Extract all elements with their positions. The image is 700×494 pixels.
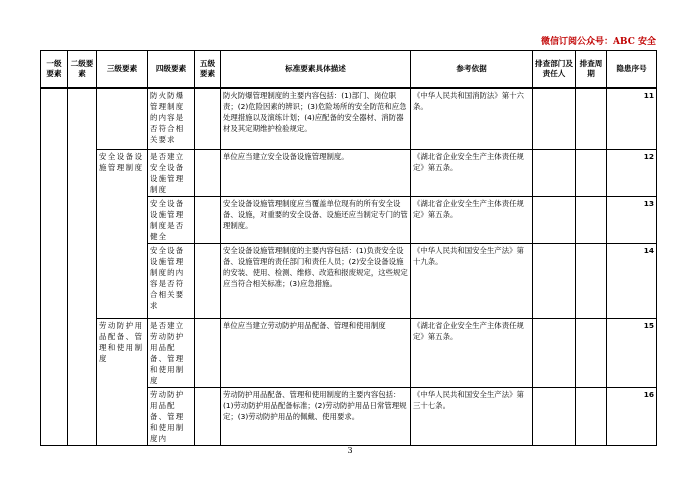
cycle-cell bbox=[576, 88, 607, 150]
description-cell: 安全设备设施管理制度应当覆盖单位现有的所有安全设备、设施，对重要的安全设备、设施还应当制定专门的管理制度。 bbox=[221, 197, 411, 244]
table-row bbox=[41, 150, 657, 197]
table-header-row bbox=[41, 51, 657, 88]
header-level5: 五级要素 bbox=[195, 51, 221, 88]
header-dept: 排查部门及责任人 bbox=[533, 51, 576, 88]
serial-cell: 15 bbox=[607, 319, 657, 388]
table-row bbox=[41, 88, 657, 150]
dept-cell bbox=[533, 319, 576, 388]
dept-cell bbox=[533, 197, 576, 244]
serial-cell: 11 bbox=[607, 88, 657, 150]
watermark-text: 微信订阅公众号：ABC 安全 bbox=[540, 37, 656, 47]
level5-cell bbox=[195, 150, 221, 197]
header-level2: 二级要素 bbox=[68, 51, 97, 88]
serial-cell: 14 bbox=[607, 244, 657, 319]
cycle-cell bbox=[576, 319, 607, 388]
level4-cell: 劳动防护用品配备、管理和使用制度内 bbox=[148, 388, 195, 446]
cycle-cell bbox=[576, 150, 607, 197]
dept-cell bbox=[533, 88, 576, 150]
level3-cell: 安全设备设施管理制度 bbox=[97, 150, 148, 319]
inspection-table bbox=[40, 50, 657, 446]
description-cell: 防火防爆管理制度的主要内容包括：(1)部门、岗位职责；(2)危险因素的辨识；(3)危险场所的安全防范和应急处理措施以及演练计划；(4)应配备的安全器材、消防器材及其定期维护检验规定。 bbox=[221, 88, 411, 150]
level2-cell bbox=[68, 88, 97, 446]
description-cell: 安全设备设施管理制度的主要内容包括：(1)负责安全设备、设施管理的责任部门和责任人员；(2)安全设备设施的安装、使用、检测、维修、改造和报废规定，这些规定应当符合相关标准；(3)应急措施。 bbox=[221, 244, 411, 319]
serial-cell: 16 bbox=[607, 388, 657, 446]
level5-cell bbox=[195, 244, 221, 319]
level4-cell: 安全设备设施管理制度是否健全 bbox=[148, 197, 195, 244]
serial-cell: 12 bbox=[607, 150, 657, 197]
header-level3: 三级要素 bbox=[97, 51, 148, 88]
page-number: 3 bbox=[347, 446, 353, 455]
level3-cell: 劳动防护用品配备、管理和使用制度 bbox=[97, 319, 148, 446]
level4-cell: 是否建立安全设备设施管理制度 bbox=[148, 150, 195, 197]
basis-cell: 《中华人民共和国安全生产法》第十九条。 bbox=[411, 244, 533, 319]
header-level4: 四级要素 bbox=[148, 51, 195, 88]
level4-cell: 防火防爆管理制度的内容是否符合相关要求 bbox=[148, 88, 195, 150]
header-level1: 一级要素 bbox=[41, 51, 68, 88]
table-row bbox=[41, 319, 657, 388]
description-cell: 单位应当建立安全设备设施管理制度。 bbox=[221, 150, 411, 197]
level3-cell bbox=[97, 88, 148, 150]
header-cycle: 排查周期 bbox=[576, 51, 607, 88]
cycle-cell bbox=[576, 388, 607, 446]
level1-cell bbox=[41, 88, 68, 446]
basis-cell: 《湖北省企业安全生产主体责任规定》第五条。 bbox=[411, 197, 533, 244]
dept-cell bbox=[533, 150, 576, 197]
description-cell: 单位应当建立劳动防护用品配备、管理和使用制度 bbox=[221, 319, 411, 388]
cycle-cell bbox=[576, 197, 607, 244]
level5-cell bbox=[195, 319, 221, 388]
basis-cell: 《湖北省企业安全生产主体责任规定》第五条。 bbox=[411, 319, 533, 388]
level5-cell bbox=[195, 88, 221, 150]
header-serial: 隐患序号 bbox=[607, 51, 657, 88]
basis-cell: 《中华人民共和国安全生产法》第三十七条。 bbox=[411, 388, 533, 446]
dept-cell bbox=[533, 244, 576, 319]
header-description: 标准要素具体描述 bbox=[221, 51, 411, 88]
dept-cell bbox=[533, 388, 576, 446]
level5-cell bbox=[195, 388, 221, 446]
level4-cell: 安全设备设施管理制度的内容是否符合相关要求 bbox=[148, 244, 195, 319]
level5-cell bbox=[195, 197, 221, 244]
level4-cell: 是否建立劳动防护用品配备、管理和使用制度 bbox=[148, 319, 195, 388]
basis-cell: 《湖北省企业安全生产主体责任规定》第五条。 bbox=[411, 150, 533, 197]
cycle-cell bbox=[576, 244, 607, 319]
basis-cell: 《中华人民共和国消防法》第十六条。 bbox=[411, 88, 533, 150]
description-cell: 劳动防护用品配备、管理和使用制度的主要内容包括：(1)劳动防护用品配备标准；(2)劳动防护用品日常管理规定；(3)劳动防护用品的佩戴、使用要求。 bbox=[221, 388, 411, 446]
header-basis: 参考依据 bbox=[411, 51, 533, 88]
serial-cell: 13 bbox=[607, 197, 657, 244]
